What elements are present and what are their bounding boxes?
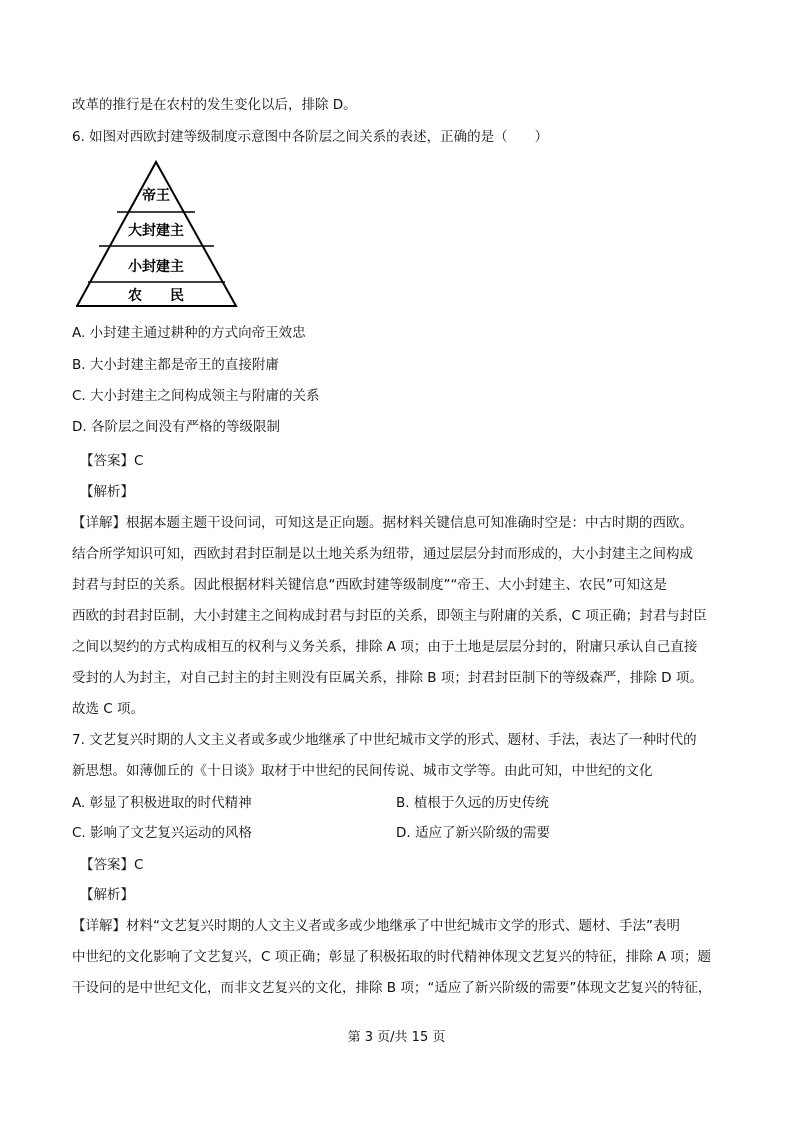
- pyramid-level-emperor: 帝王: [142, 188, 170, 204]
- q7-option-d: D. 适应了新兴阶级的需要: [396, 825, 550, 841]
- pyramid-level-peasants: 农 民: [128, 288, 184, 304]
- q7-stem-line: 新思想。如薄伽丘的《十日谈》取材于中世纪的民间传说、城市文学等。由此可知，中世纪的文化: [72, 763, 653, 779]
- q7-option-c: C. 影响了文艺复兴运动的风格: [72, 825, 253, 841]
- q6-analysis-label: 【解析】: [80, 484, 134, 500]
- q6-option-c: C. 大小封建主之间构成领主与附庸的关系: [72, 388, 320, 404]
- q6-detail-line: 西欧的封君封臣制，大小封建主之间构成封君与封臣的关系，即领主与附庸的关系，C 项正确；封君与封臣: [72, 608, 707, 624]
- question-6-stem: 6. 如图对西欧封建等级制度示意图中各阶层之间关系的表述，正确的是（ ）: [72, 129, 549, 145]
- q6-detail: [72, 508, 732, 725]
- q7-analysis-label: 【解析】: [80, 887, 134, 903]
- q6-detail-line: 【详解】根据本题主题干设问词，可知这是正向题。据材料关键信息可知准确时空是：中古时期的西欧。: [72, 515, 693, 531]
- q6-detail-line: 受封的人为封主，对自己封主的封主则没有臣属关系，排除 B 项；封君封臣制下的等级森严，排除 D 项。: [72, 670, 703, 686]
- q6-detail-line: 结合所学知识可知，西欧封君封臣制是以土地关系为纽带，通过层层分封而形成的，大小封建主之间构成: [72, 546, 693, 562]
- q6-detail-line: 封君与封臣的关系。因此根据材料关键信息“西欧封建等级制度”“帝王、大小封建主、农民”可知这是: [72, 577, 667, 593]
- q7-answer: 【答案】C: [80, 857, 144, 873]
- question-7-stem: [72, 725, 732, 787]
- q7-detail-line: 【详解】材料“文艺复兴时期的人文主义者或多或少地继承了中世纪城市文学的形式、题材、手法”表明: [72, 918, 680, 934]
- q7-detail-line: 干设问的是中世纪文化，而非文艺复兴的文化，排除 B 项；“适应了新兴阶级的需要”体现文艺复兴的特征，: [72, 980, 712, 996]
- q6-option-b: B. 大小封建主都是帝王的直接附庸: [72, 357, 279, 373]
- q6-detail-line: 故选 C 项。: [72, 701, 145, 717]
- q7-option-b: B. 植根于久远的历史传统: [396, 795, 549, 811]
- q6-option-a: A. 小封建主通过耕种的方式向帝王效忠: [72, 325, 306, 341]
- q6-option-d: D. 各阶层之间没有严格的等级限制: [72, 419, 280, 435]
- q7-option-a: A. 彰显了积极进取的时代精神: [72, 795, 252, 811]
- intro-line: 改革的推行是在农村的发生变化以后，排除 D。: [72, 97, 357, 113]
- feudal-hierarchy-pyramid: [76, 160, 238, 308]
- pyramid-level-small-lords: 小封建主: [128, 259, 184, 275]
- q7-detail-line: 中世纪的文化影响了文艺复兴，C 项正确；彰显了积极拓取的时代精神体现文艺复兴的特征，排除 A 项；题: [72, 949, 712, 965]
- q6-answer: 【答案】C: [80, 453, 144, 469]
- pyramid-level-great-lords: 大封建主: [128, 223, 184, 239]
- page-number-footer: 第 3 页/共 15 页: [347, 1030, 446, 1045]
- q7-stem-line: 7. 文艺复兴时期的人文主义者或多或少地继承了中世纪城市文学的形式、题材、手法，表达了一种时代的: [72, 732, 697, 748]
- q7-detail: [72, 911, 732, 1004]
- q6-detail-line: 之间以契约的方式构成相互的权利与义务关系，排除 A 项；由于土地是层层分封的，附庸只承认自己直接: [72, 639, 698, 655]
